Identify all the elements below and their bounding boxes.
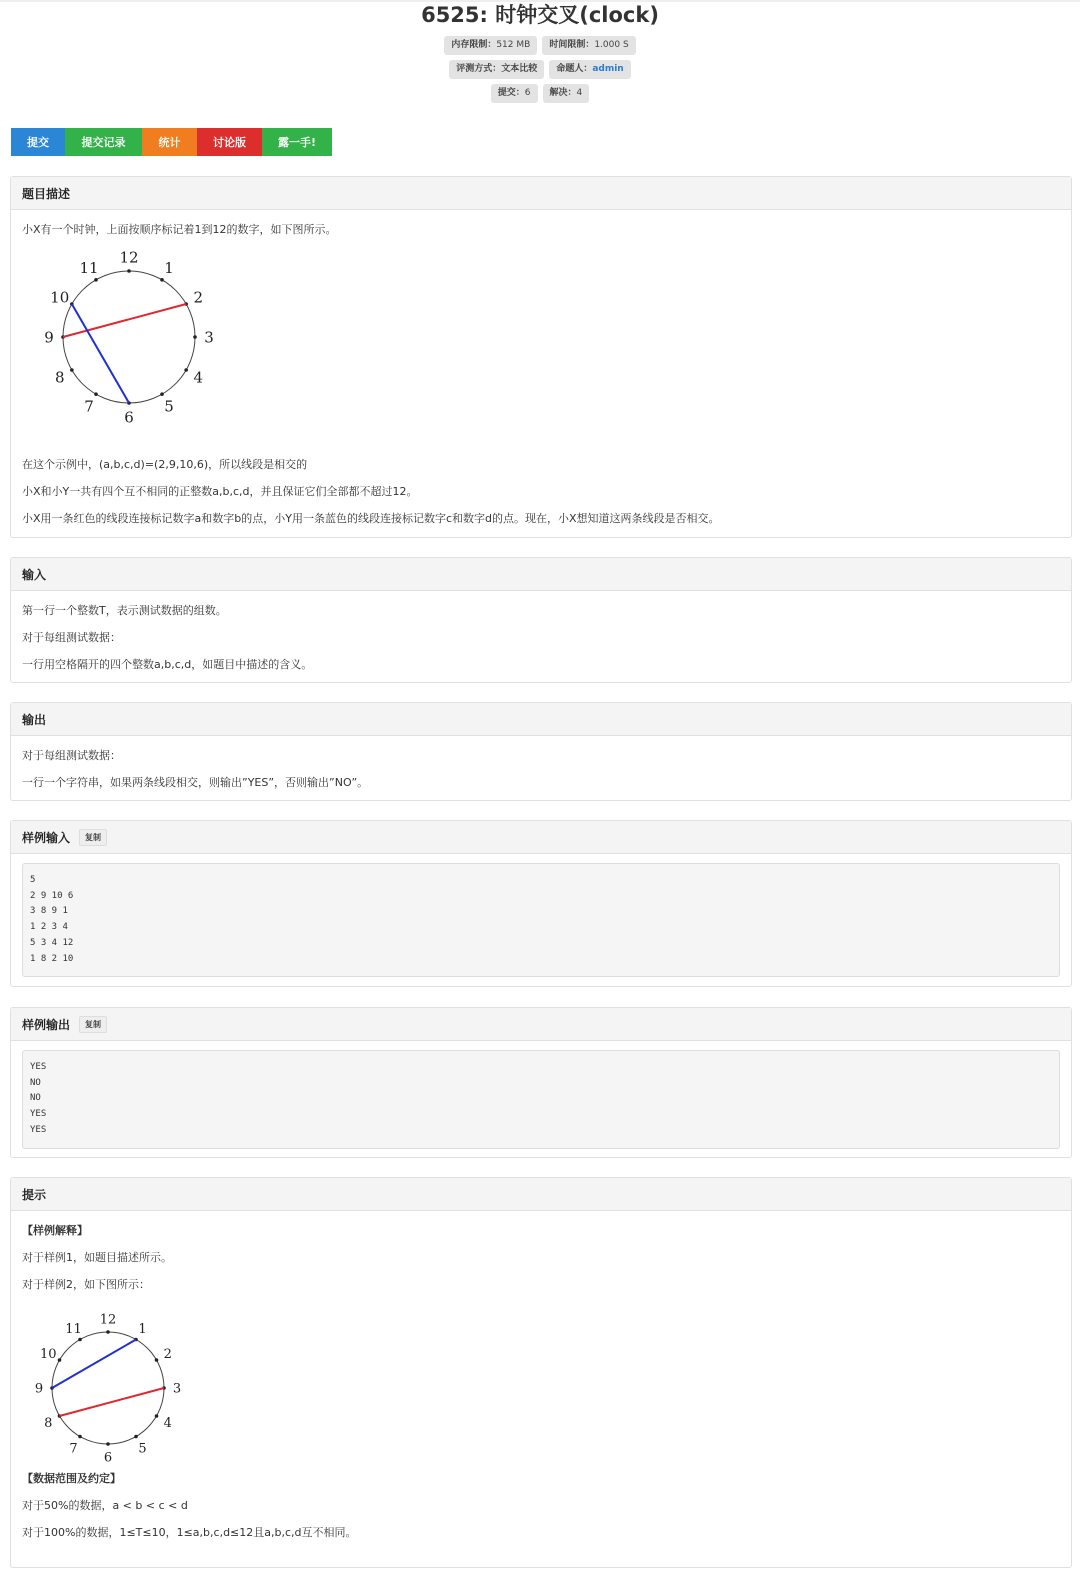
judge-mode-value: 文本比较 [501,64,538,74]
clock-number-label: 6 [124,408,134,427]
memory-limit-label: 内存限制： [451,40,497,50]
clock-tick-dot [70,368,74,372]
copy-sample-output-button[interactable]: 复制 [79,1016,107,1033]
description-text-3: 小X和小Y一共有四个互不相同的正整数a,b,c,d，并且保证它们全部都不超过12。 [22,485,418,498]
judge-mode-badge [449,60,544,79]
setter-badge [549,60,630,79]
time-limit-label: 时间限制： [549,40,595,50]
copy-sample-input-button[interactable]: 复制 [79,829,107,846]
memory-limit-value: 512 MB [496,40,531,50]
output-text-1: 对于每组测试数据： [22,749,121,762]
clock-number-label: 6 [103,1450,113,1466]
clock-number-label: 10 [39,1347,57,1363]
clock-tick-dot [155,1358,159,1362]
clock-tick-dot [106,1330,110,1334]
input-text-2: 对于每组测试数据： [22,631,121,644]
input-heading: 输入 [11,558,1071,591]
clock-number-label: 11 [65,1321,82,1337]
clock-number-label: 5 [138,1441,147,1457]
action-button-bar [11,128,332,156]
input-text-1: 第一行一个整数T，表示测试数据的组数。 [22,604,227,617]
description-text-1: 小X有一个时钟，上面按顺序标记着1到12的数字，如下图所示。 [22,223,337,236]
hint-panel [10,1177,1072,1568]
setter-link[interactable]: admin [592,64,624,74]
sample-explanation-title: 【样例解释】 [22,1224,88,1237]
time-limit-badge [542,36,635,55]
clock-diagram-2 [24,1308,184,1468]
submission-records-button[interactable]: 提交记录 [65,128,142,156]
judge-mode-label: 评测方式： [456,64,502,74]
clock-number-label: 3 [172,1381,182,1397]
clock-diagram-1 [24,247,214,427]
problem-header [0,0,1080,103]
statistics-button[interactable]: 统计 [142,128,197,156]
clock-tick-dot [106,1442,110,1446]
clock-tick-dot [127,269,131,273]
clock-tick-dot [94,278,98,282]
sample-output-header [11,1008,1071,1041]
setter-label: 命题人： [556,64,593,74]
description-text-4: 小X用一条红色的线段连接标记数字a和数字b的点，小Y用一条蓝色的线段连接标记数字c和数字d的点。现在，小X想知道这两条线段是否相交。 [22,512,720,525]
description-text-2: 在这个示例中，(a,b,c,d)=(2,9,10,6)，所以线段是相交的 [22,458,308,471]
clock-number-label: 8 [44,1416,53,1432]
time-limit-value: 1.000 S [594,40,629,50]
clock-tick-dot [160,392,164,396]
clock-number-label: 7 [69,1441,78,1457]
clock-tick-dot [94,392,98,396]
description-panel [10,176,1072,538]
show-off-button[interactable]: 露一手! [262,128,332,156]
clock-number-label: 4 [193,368,204,387]
sample-input-code: 5 2 9 10 6 3 8 9 1 1 2 3 4 5 3 4 12 1 8 2 10 [22,863,1060,977]
input-text-3: 一行用空格隔开的四个整数a,b,c,d，如题目中描述的含义。 [22,658,313,671]
description-heading: 题目描述 [11,177,1071,210]
red-segment [60,1388,164,1416]
page-title: 6525: 时钟交叉(clock) [421,3,659,27]
clock-number-label: 10 [50,288,70,307]
input-panel [10,557,1072,683]
submit-button[interactable]: 提交 [11,128,65,156]
blue-segment [52,1340,136,1388]
top-divider [0,0,1080,2]
clock-tick-dot [134,1435,138,1439]
clock-number-label: 9 [44,328,54,347]
clock-tick-dot [78,1435,82,1439]
clock-tick-dot [193,335,197,339]
clock-number-label: 1 [138,1321,147,1337]
sample-input-header [11,821,1071,854]
clock-number-label: 7 [84,397,94,416]
sample-output-panel [10,1007,1072,1158]
solved-count-badge [543,84,590,103]
hint-text-2: 对于样例2，如下图所示： [22,1278,150,1291]
submit-count-value: 6 [524,88,531,98]
clock-number-label: 5 [164,397,174,416]
hint-text-4: 对于100%的数据，1≤T≤10，1≤a,b,c,d≤12且a,b,c,d互不相同。 [22,1526,357,1539]
solved-count-label: 解决： [549,88,577,98]
clock-number-label: 8 [54,368,65,387]
sample-output-heading: 样例输出 [22,1017,71,1032]
clock-number-label: 12 [119,248,139,267]
output-heading: 输出 [11,703,1071,736]
output-panel [10,702,1072,801]
clock-tick-dot [58,1358,62,1362]
clock-tick-dot [160,278,164,282]
clock-tick-dot [184,368,188,372]
sample-output-code: YES NO NO YES YES [22,1050,1060,1149]
solved-count-value: 4 [576,88,583,98]
hint-heading: 提示 [11,1178,1071,1211]
submit-count-label: 提交： [497,88,525,98]
clock-number-label: 3 [204,328,214,347]
clock-number-label: 2 [193,288,204,307]
sample-input-panel [10,820,1072,987]
clock-number-label: 4 [163,1416,172,1432]
clock-number-label: 2 [163,1347,172,1363]
hint-text-3: 对于50%的数据，a < b < c < d [22,1499,188,1512]
sample-input-heading: 样例输入 [22,830,71,845]
clock-number-label: 12 [99,1312,117,1328]
clock-number-label: 11 [79,258,99,277]
submit-count-badge [491,84,538,103]
memory-limit-badge [444,36,537,55]
clock-face [52,1332,164,1444]
clock-number-label: 9 [34,1381,44,1397]
output-text-2: 一行一个字符串，如果两条线段相交，则输出”YES”，否则输出”NO”。 [22,776,369,789]
clock-face [63,271,195,403]
clock-tick-dot [78,1338,82,1342]
discussion-button[interactable]: 讨论版 [197,128,262,156]
data-range-title: 【数据范围及约定】 [22,1472,121,1485]
clock-tick-dot [155,1414,159,1418]
hint-text-1: 对于样例1，如题目描述所示。 [22,1251,172,1264]
clock-number-label: 1 [164,258,174,277]
blue-segment [72,304,129,403]
